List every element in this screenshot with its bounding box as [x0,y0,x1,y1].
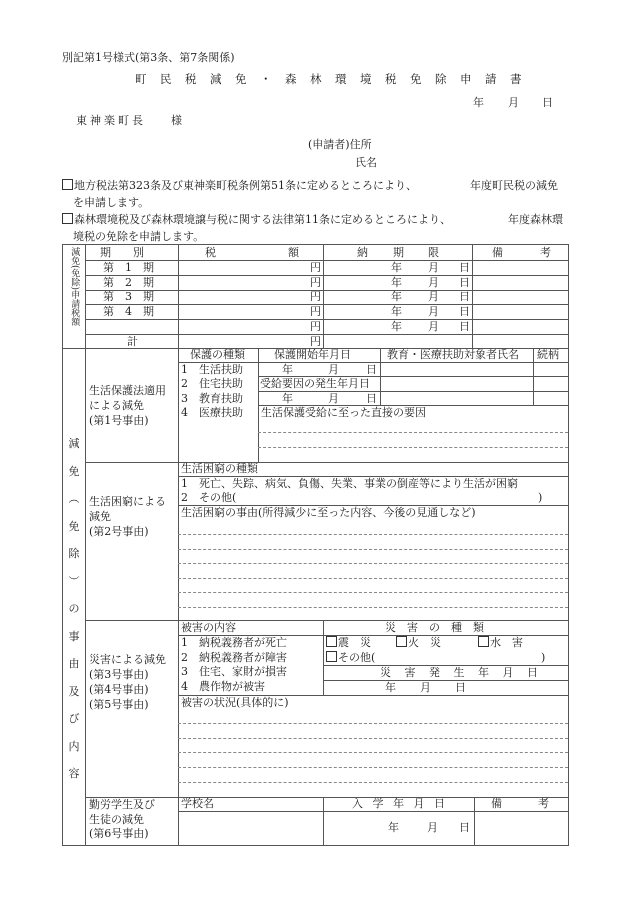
cause-date-day: 日 [366,392,377,405]
checkbox-earthquake[interactable] [326,636,337,647]
remarks-header-b: 考 [540,246,551,259]
due-day: 日 [459,276,470,289]
due-year: 年 [391,305,402,318]
disaster-date-header: 災 害 発 生 年 月 日 [380,666,543,679]
yen-unit: 円 [310,276,321,289]
tax-amount-field[interactable] [180,290,308,303]
disaster-kind-other-close: ) [541,651,546,664]
applicant-address-label: (申請者)住所 [308,138,372,151]
addressee: 東神楽町長 [76,114,146,127]
hardship-type-2: 2 その他( [181,491,237,504]
page-title: 町民税減免・森林環境税免除申請書 [135,72,535,86]
admission-date-year: 年 [388,821,399,834]
applicant-name-label: 氏名 [355,156,377,169]
tax-amount-field[interactable] [180,320,308,333]
date-day-label: 日 [542,96,553,109]
due-day: 日 [459,261,470,274]
total-yen-unit: 円 [310,335,321,348]
damage-item: 3 住宅、家財が損害 [181,665,287,679]
checkbox-fire[interactable] [396,636,407,647]
date-year-label: 年 [473,96,484,109]
due-day: 日 [459,320,470,333]
damage-item: 1 納税義務者が死亡 [181,636,287,649]
admission-date-day: 日 [459,821,470,834]
hardship-reason-label: 生活困窮の事由(所得減少に至った内容、今後の見通しなど) [181,506,476,519]
due-year: 年 [391,276,402,289]
due-month: 月 [428,276,439,289]
declaration-text-cont: を申請します。 [73,196,150,209]
addressee-honorific: 様 [171,114,182,127]
due-month: 月 [428,261,439,274]
yen-unit: 円 [310,305,321,318]
side-label-char: 除 [68,547,80,560]
protection-type-item: 2 住宅扶助 [181,377,243,391]
side-label-char: 容 [68,767,80,780]
damage-situation-label: 被害の状況(具体的に) [181,696,289,709]
protection-type-item: 1 生活扶助 [181,363,243,376]
declaration-text: 地方税法第323条及び東神楽町税条例第51条に定めるところにより、 [74,179,417,192]
due-header-a: 納 [357,246,368,259]
yen-unit: 円 [310,261,321,274]
tax-amount-field[interactable] [180,276,308,289]
period-label: 第 2 期 [103,276,154,289]
due-year: 年 [391,261,402,274]
side-label-char: 減 [68,437,80,450]
hardship-type-1: 1 死亡、失踪、病気、負傷、失業、事業の倒産等により生活が困窮 [181,477,518,490]
due-header-b: 期 [393,246,404,259]
tax-amount-field[interactable] [180,261,308,274]
side-label-char: ︶ [68,574,80,588]
period-label: 第 3 期 [103,290,154,303]
remarks-field[interactable] [474,261,566,274]
student-remarks-header-b: 考 [538,797,549,810]
due-month: 月 [428,320,439,333]
form-reference: 別記第1号様式(第3条、第7条関係) [62,51,235,64]
period-header: 期 別 [100,246,144,259]
admission-date-month: 月 [427,821,438,834]
hardship-type-2-close: ) [538,491,543,504]
disaster-kind-fire[interactable]: 火 災 [396,636,441,650]
due-month: 月 [428,305,439,318]
cause-date-month: 月 [328,392,339,405]
due-day: 日 [459,305,470,318]
disaster-kind-header: 災 害 の 種 類 [385,621,484,634]
side-label-char: ︵ [68,492,80,505]
damage-item: 2 納税義務者が障害 [181,650,287,664]
disaster-kind-other[interactable]: その他( [326,651,375,665]
tax-table-side-label: 減免(免除)申請税額 [69,247,80,327]
fiscal-year-suffix: 年度町民税の減免 [470,179,558,192]
damage-item: 4 農作物が被害 [181,680,265,694]
period-label: 第 4 期 [103,305,154,318]
student-remarks-header-a: 備 [491,797,502,810]
admission-date-header: 入 学 年 月 日 [352,797,448,810]
school-name-field[interactable] [180,813,320,843]
side-label-char: び [68,712,80,725]
checkbox-forest-tax[interactable] [62,213,73,224]
remarks-field[interactable] [474,276,566,289]
hardship-reason-title: 生活困窮による 減免 (第2号事由) [89,495,166,538]
declaration-text-cont: 境税の免除を申請します。 [73,230,205,243]
remarks-field[interactable] [474,320,566,333]
welfare-reason-title: 生活保護法適用 による減免 (第1号事由) [89,384,166,427]
due-day: 日 [459,290,470,303]
yen-unit: 円 [310,290,321,303]
side-label-char: 由 [68,657,80,670]
cause-date-year: 年 [282,392,293,405]
disaster-date-month: 月 [420,681,431,694]
student-reason-title: 勤労学生及び 生徒の減免 (第6号事由) [89,798,155,840]
start-date-day: 日 [366,363,377,376]
checkbox-municipal-tax[interactable] [62,179,73,190]
total-amount-field[interactable] [180,335,320,348]
due-month: 月 [428,290,439,303]
remarks-header-a: 備 [492,246,503,259]
disaster-kind-flood[interactable]: 水 害 [478,636,523,650]
checkbox-other[interactable] [326,651,337,662]
protection-start-header: 保護開始年月日 [274,348,351,361]
checkbox-flood[interactable] [478,636,489,647]
total-label: 計 [127,335,138,348]
reasons-side-label [63,430,85,788]
side-label-char: 内 [68,739,80,753]
target-person-header: 教育・医療扶助対象者氏名 [387,348,519,361]
side-label-char: 免 [68,519,80,533]
due-year: 年 [391,290,402,303]
hardship-type-header: 生活困窮の種類 [181,462,258,475]
due-header-c: 限 [428,246,439,259]
due-year: 年 [391,320,402,333]
tax-header-b: 額 [288,246,299,259]
side-label-char: 免 [68,464,80,478]
relationship-header: 続柄 [537,348,559,361]
remarks-field[interactable] [474,290,566,303]
tax-amount-field[interactable] [180,305,308,318]
disaster-date-day: 日 [455,681,466,694]
direct-cause-label: 生活保護受給に至った直接の要因 [261,406,426,419]
declaration-forest-tax[interactable] [62,211,451,227]
start-date-month: 月 [328,363,339,376]
damage-header: 被害の内容 [181,621,236,634]
protection-type-header: 保護の種類 [190,348,245,361]
protection-type-list [181,363,243,420]
disaster-date-year: 年 [385,681,396,694]
yen-unit: 円 [310,320,321,333]
protection-type-item: 4 医療扶助 [181,405,243,419]
fiscal-year-suffix: 年度森林環 [508,213,563,226]
period-label: 第 1 期 [103,261,154,274]
tax-header-a: 税 [205,246,216,259]
start-date-year: 年 [282,363,293,376]
declaration-municipal-tax[interactable] [62,177,417,193]
student-remarks-field[interactable] [476,813,566,843]
disaster-reason-title: 災害による減免 (第3号事由) (第4号事由) (第5号事由) [89,653,166,711]
declaration-text: 森林環境税及び森林環境譲与税に関する法律第11条に定めるところにより、 [74,213,451,226]
cause-date-header: 受給要因の発生年月日 [260,377,370,390]
side-label-char: の [68,602,80,615]
school-name-header: 学校名 [181,797,214,810]
side-label-char: 及 [68,684,80,698]
side-label-char: 事 [68,629,80,643]
protection-type-item: 3 教育扶助 [181,391,243,405]
damage-list [181,636,287,695]
date-month-label: 月 [508,96,519,109]
remarks-field[interactable] [474,305,566,318]
disaster-kind-earthquake[interactable]: 震 災 [326,636,371,650]
